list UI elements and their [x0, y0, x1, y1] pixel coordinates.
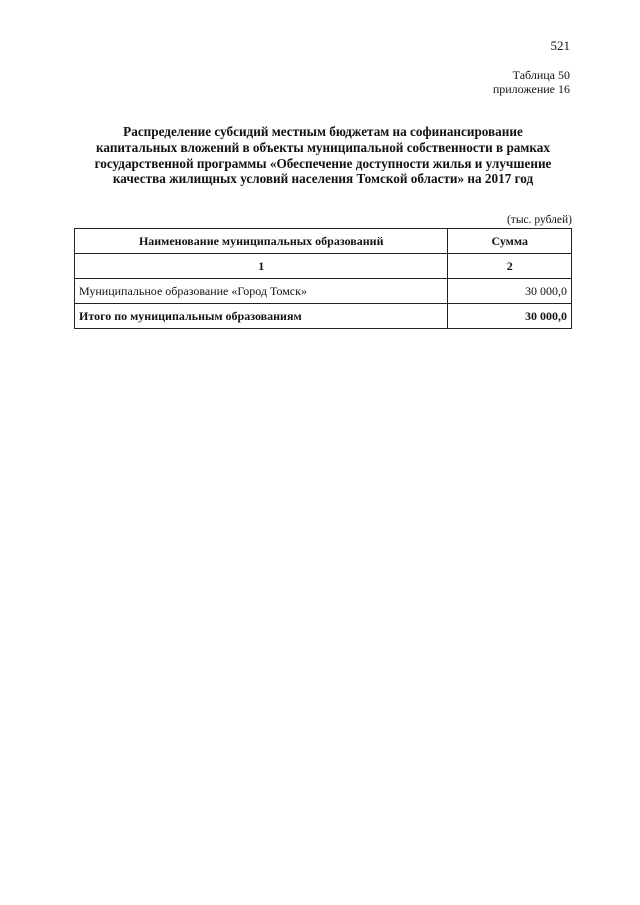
municipality-name: Муниципальное образование «Город Томск» — [75, 279, 448, 304]
header-sum: Сумма — [448, 229, 572, 254]
title-line: качества жилищных условий населения Томской области» на 2017 год — [112, 171, 534, 187]
page-number: 521 — [550, 38, 570, 53]
total-row — [75, 304, 572, 329]
title-line: Распределение субсидий местным бюджетам на софинансирование — [123, 124, 523, 139]
municipality-sum: 30 000,0 — [448, 279, 572, 304]
header-municipality: Наименование муниципальных образований — [75, 229, 448, 254]
title-line: государственной программы «Обеспечение доступности жилья и улучшение — [94, 155, 552, 171]
units-label: (тыс. рублей) — [506, 214, 572, 226]
document-title — [74, 124, 572, 187]
table-label: Таблица 50 — [512, 68, 570, 82]
subsidy-table — [74, 228, 572, 329]
total-label: Итого по муниципальным образованиям — [75, 304, 448, 329]
table-header-row — [75, 229, 572, 254]
appendix-label — [493, 68, 570, 96]
column-number-row — [75, 254, 572, 279]
column-number-1: 1 — [75, 254, 448, 279]
title-line: капитальных вложений в объекты муниципальной собственности в рамках — [96, 139, 550, 155]
total-sum: 30 000,0 — [448, 304, 572, 329]
annex-label: приложение 16 — [492, 82, 570, 96]
column-number-2: 2 — [448, 254, 572, 279]
table-row — [75, 279, 572, 304]
